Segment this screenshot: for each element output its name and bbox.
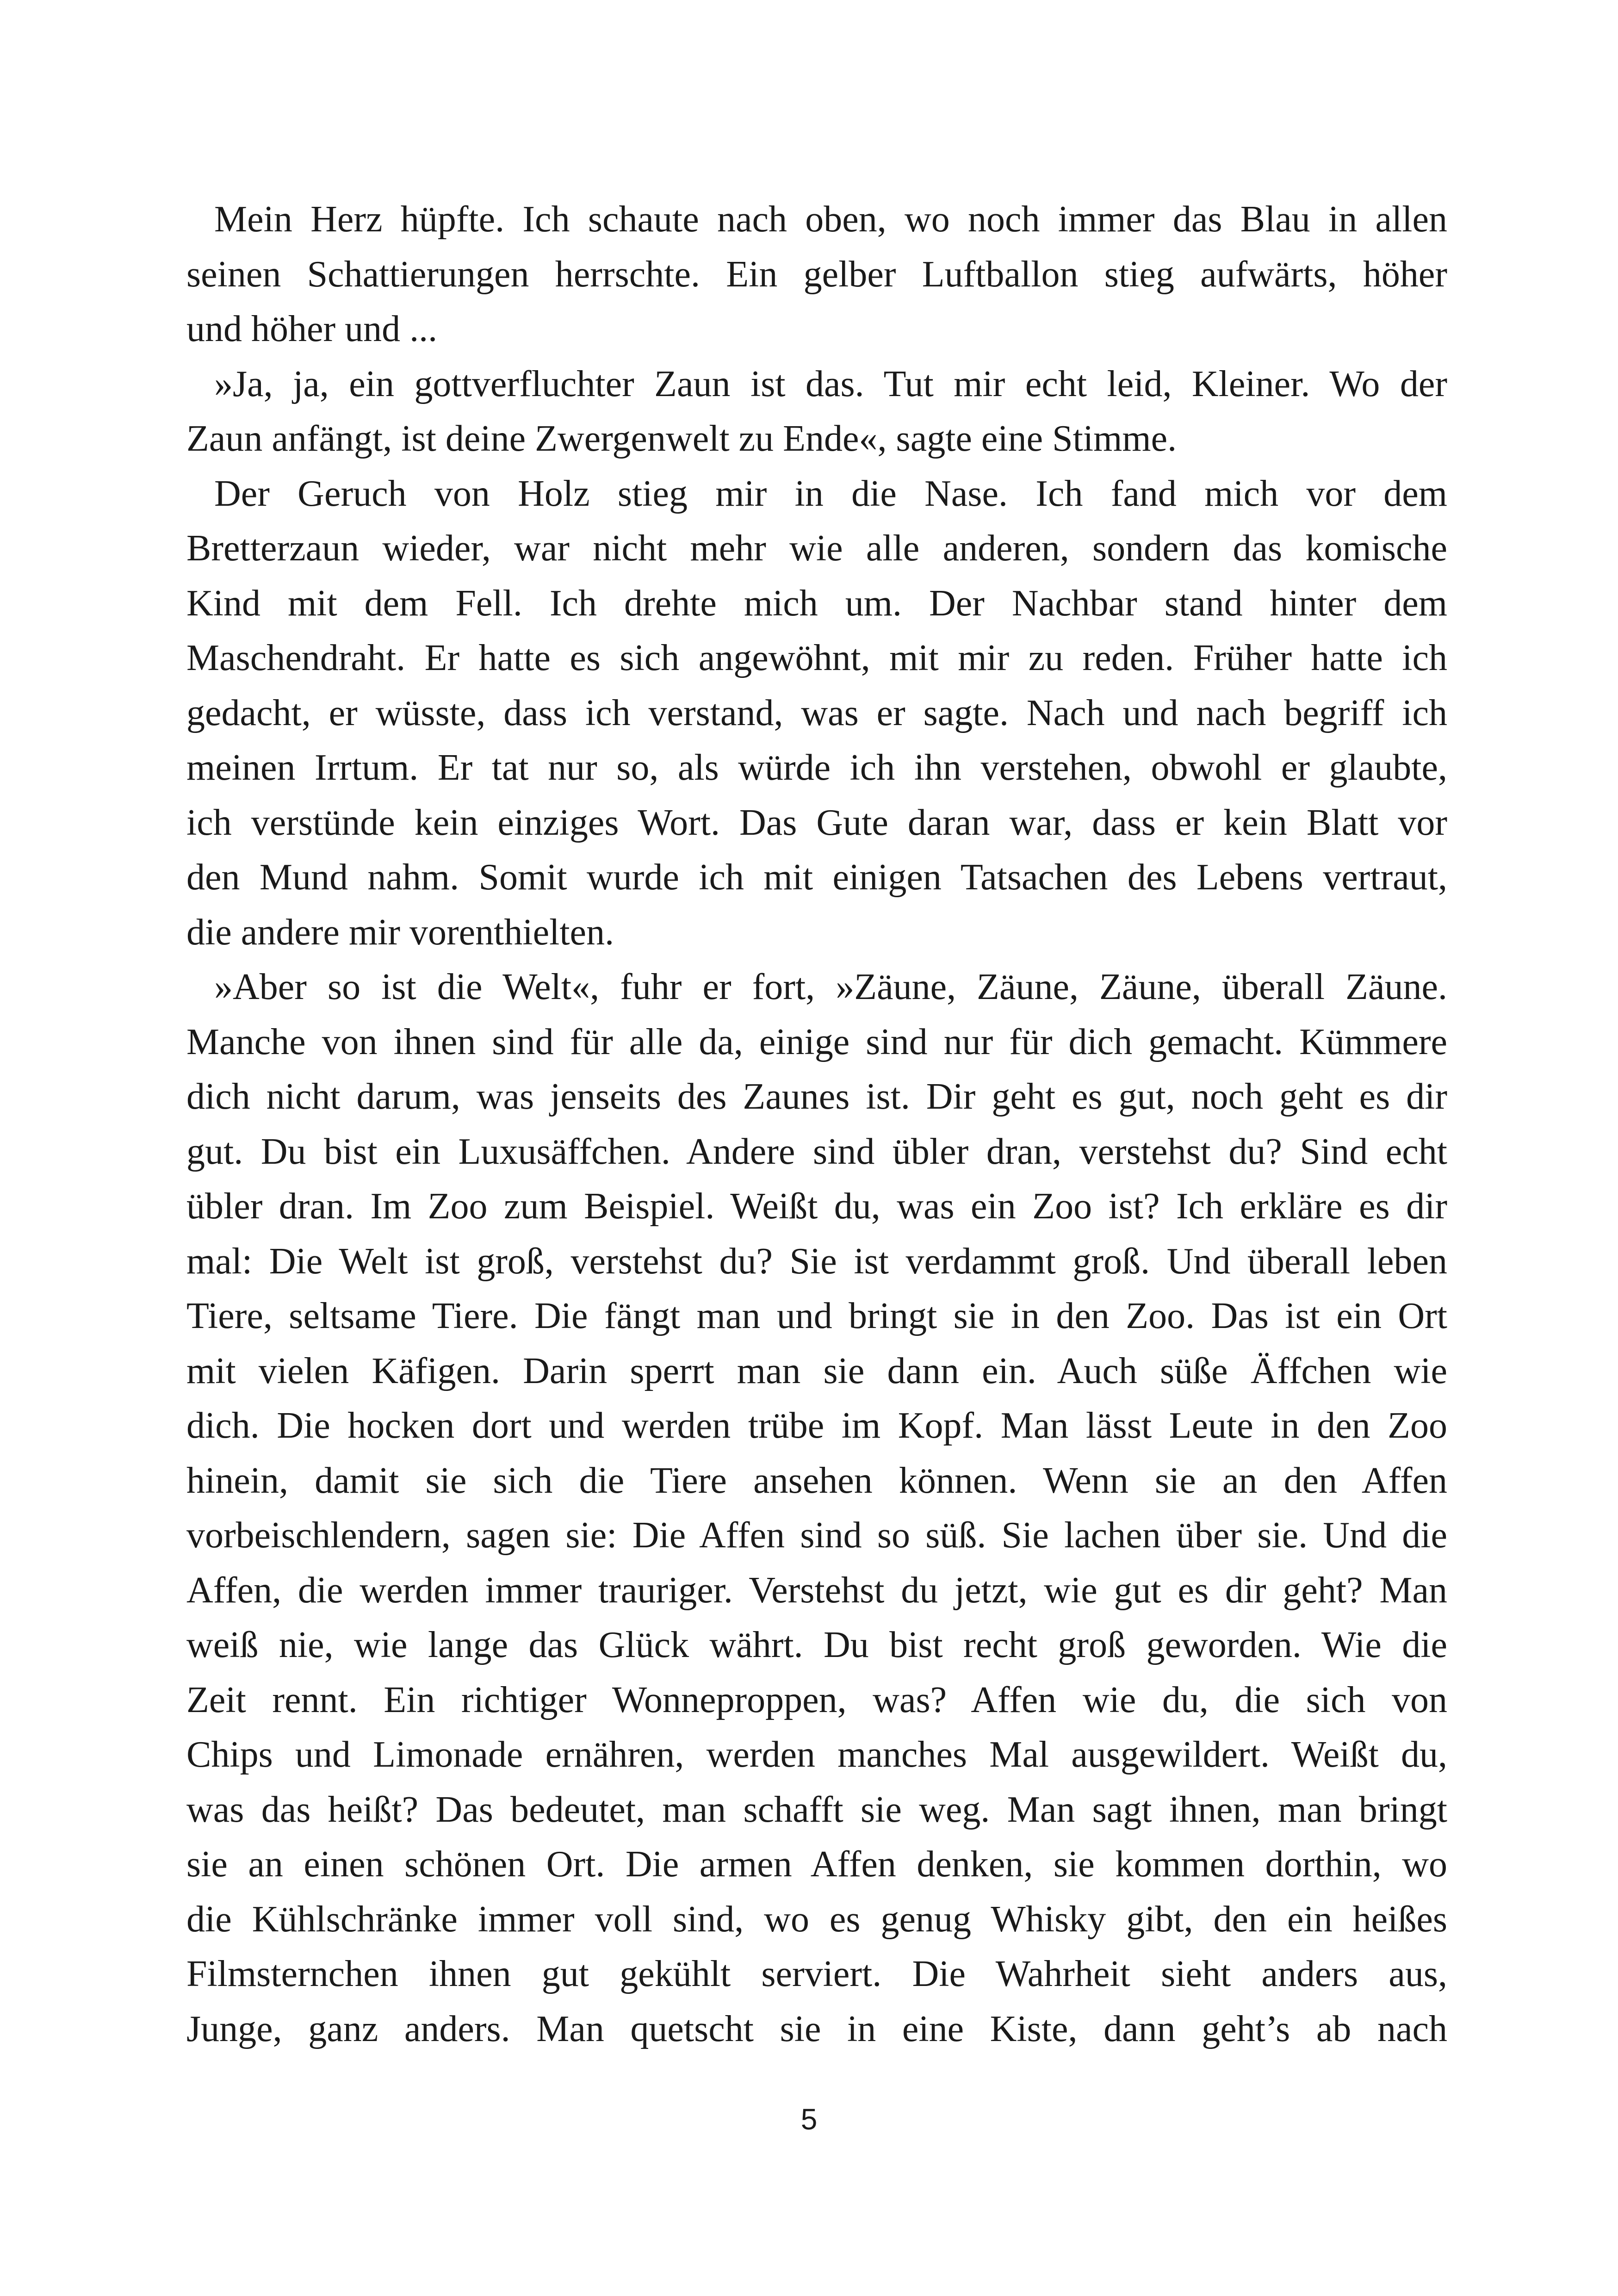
text-line: gedacht, er wüsste, dass ich verstand, was er sagte. Nach und nach begriff ich: [186, 692, 1447, 733]
text-line: die andere mir vorenthielten.: [186, 912, 614, 953]
text-line: die Kühlschränke immer voll sind, wo es genug Whisky gibt, den ein heißes: [186, 1899, 1447, 1940]
text-line: Maschendraht. Er hatte es sich angewöhnt, mit mir zu reden. Früher hatte ich: [186, 638, 1447, 678]
text-line: Zeit rennt. Ein richtiger Wonneproppen, was? Affen wie du, die sich von: [186, 1679, 1447, 1720]
text-line: vorbeischlendern, sagen sie: Die Affen sind so süß. Sie lachen über sie. Und die: [186, 1515, 1447, 1556]
text-line: Chips und Limonade ernähren, werden manches Mal ausgewildert. Weißt du,: [186, 1734, 1447, 1775]
paragraph: [186, 466, 1447, 960]
text-line: übler dran. Im Zoo zum Beispiel. Weißt du, was ein Zoo ist? Ich erkläre es dir: [186, 1186, 1447, 1227]
text-line: »Ja, ja, ein gottverfluchter Zaun ist das. Tut mir echt leid, Kleiner. Wo der: [214, 363, 1447, 404]
text-line: »Aber so ist die Welt«, fuhr er fort, »Zäune, Zäune, Zäune, überall Zäune.: [214, 967, 1447, 1007]
text-line: Tiere, seltsame Tiere. Die fängt man und bringt sie in den Zoo. Das ist ein Ort: [186, 1296, 1447, 1336]
text-line: mal: Die Welt ist groß, verstehst du? Sie ist verdammt groß. Und überall leben: [186, 1241, 1447, 1282]
text-line: Zaun anfängt, ist deine Zwergenwelt zu Ende«, sagte eine Stimme.: [186, 418, 1177, 459]
text-line: gut. Du bist ein Luxusäffchen. Andere sind übler dran, verstehst du? Sind echt: [186, 1131, 1447, 1172]
text-line: dich. Die hocken dort und werden trübe im Kopf. Man lässt Leute in den Zoo: [186, 1405, 1447, 1446]
text-line: Mein Herz hüpfte. Ich schaute nach oben, wo noch immer das Blau in allen: [214, 199, 1447, 240]
text-line: seinen Schattierungen herrschte. Ein gelber Luftballon stieg aufwärts, höher: [186, 254, 1447, 295]
text-line: ich verstünde kein einziges Wort. Das Gute daran war, dass er kein Blatt vor: [186, 802, 1447, 843]
text-line: Junge, ganz anders. Man quetscht sie in eine Kiste, dann geht’s ab nach: [186, 2008, 1447, 2049]
text-line: sie an einen schönen Ort. Die armen Affen denken, sie kommen dorthin, wo: [186, 1844, 1447, 1885]
text-line: Bretterzaun wieder, war nicht mehr wie alle anderen, sondern das komische: [186, 528, 1447, 569]
text-line: was das heißt? Das bedeutet, man schafft sie weg. Man sagt ihnen, man bringt: [186, 1789, 1447, 1830]
paragraph: [186, 960, 1447, 2056]
text-line: Affen, die werden immer trauriger. Verstehst du jetzt, wie gut es dir geht? Man: [186, 1570, 1447, 1611]
text-line: Der Geruch von Holz stieg mir in die Nase. Ich fand mich vor dem: [214, 473, 1447, 514]
paragraph: [186, 192, 1447, 357]
page-number: 5: [800, 2103, 818, 2136]
text-line: Kind mit dem Fell. Ich drehte mich um. Der Nachbar stand hinter dem: [186, 583, 1447, 624]
text-line: Filmsternchen ihnen gut gekühlt serviert. Die Wahrheit sieht anders aus,: [186, 1954, 1447, 1994]
text-line: den Mund nahm. Somit wurde ich mit einigen Tatsachen des Lebens vertraut,: [186, 857, 1447, 898]
text-line: dich nicht darum, was jenseits des Zaunes ist. Dir geht es gut, noch geht es dir: [186, 1076, 1447, 1117]
text-line: Manche von ihnen sind für alle da, einige sind nur für dich gemacht. Kümmere: [186, 1021, 1447, 1062]
text-line: hinein, damit sie sich die Tiere ansehen können. Wenn sie an den Affen: [186, 1460, 1447, 1501]
text-line: mit vielen Käfigen. Darin sperrt man sie dann ein. Auch süße Äffchen wie: [186, 1350, 1447, 1391]
text-line: und höher und ...: [186, 309, 438, 349]
body-text: [186, 192, 1447, 2056]
text-line: meinen Irrtum. Er tat nur so, als würde ich ihn verstehen, obwohl er glaubte,: [186, 747, 1447, 788]
text-line: weiß nie, wie lange das Glück währt. Du bist recht groß geworden. Wie die: [186, 1625, 1447, 1665]
paragraph: [186, 357, 1447, 466]
